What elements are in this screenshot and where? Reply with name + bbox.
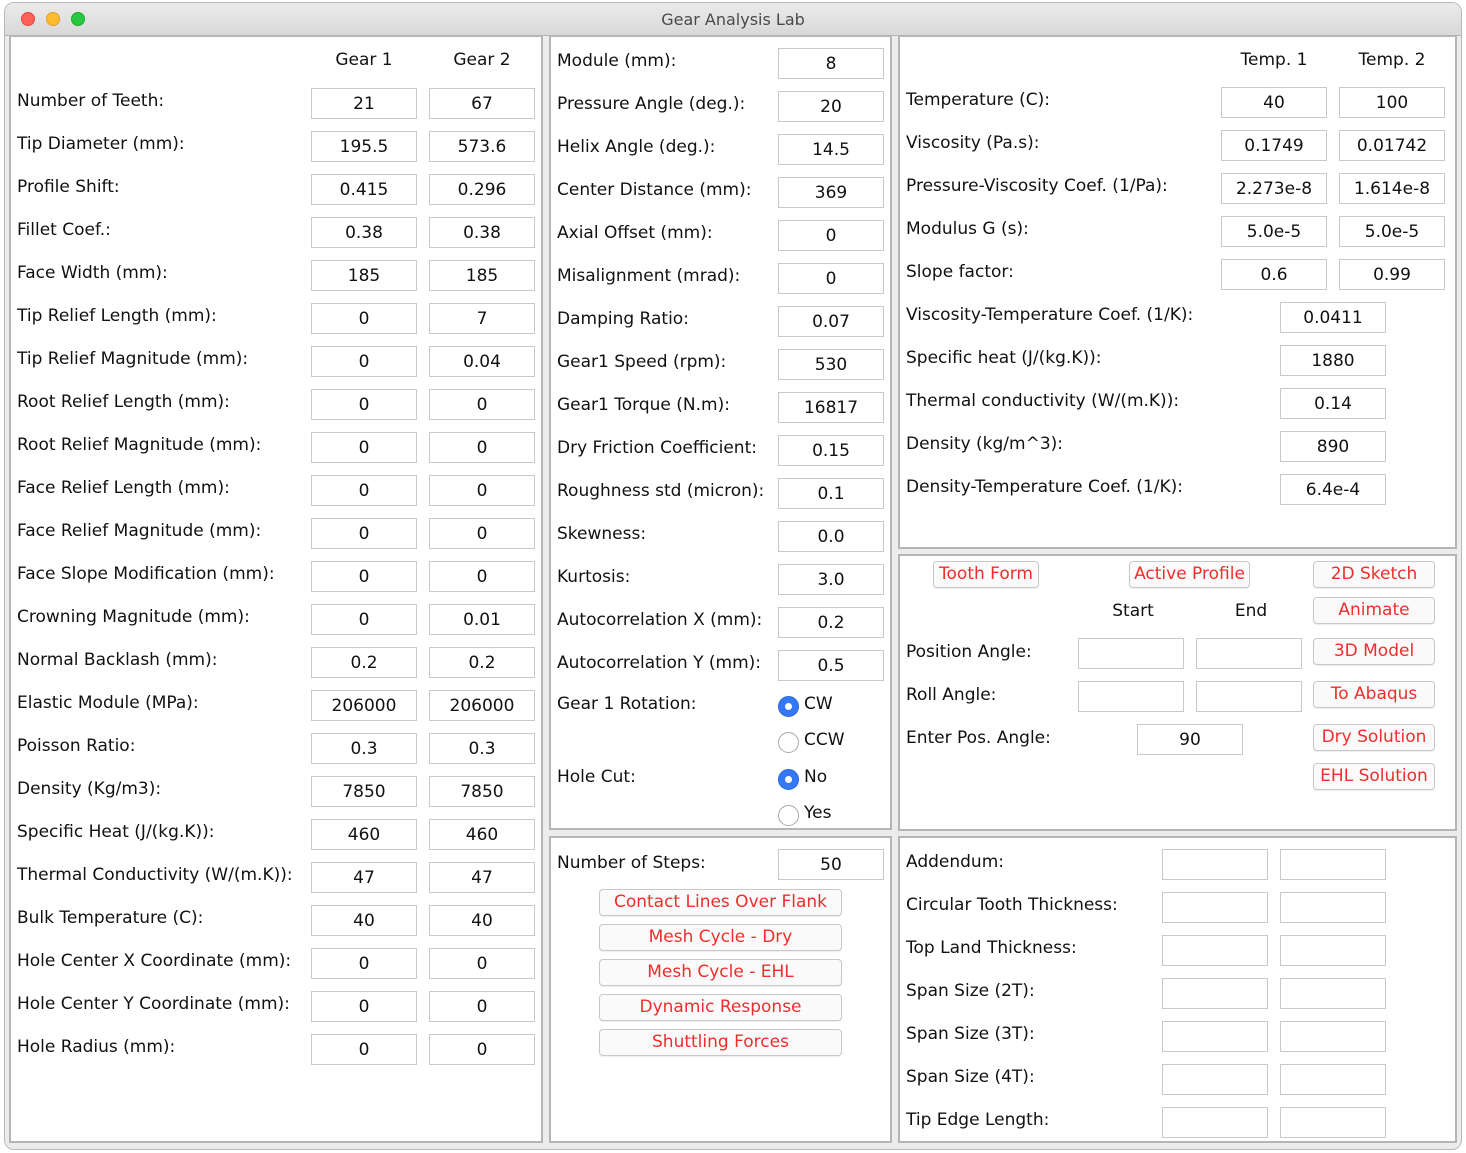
geometry-gear1-output [1162,978,1268,1009]
contact-lines-button[interactable]: Contact Lines Over Flank [599,889,842,916]
mesh-parameters-panel [549,35,892,830]
mesh-param-label: Roughness std (micron): [557,481,765,501]
temp2-param-input[interactable]: 0.01742 [1339,130,1445,161]
gear1-param-input[interactable]: 0 [311,389,417,420]
end-header: End [1234,601,1268,621]
gear-param-label: Face Slope Modification (mm): [17,564,275,584]
lube-param-input[interactable]: 6.4e-4 [1280,474,1386,505]
geometry-gear1-output [1162,935,1268,966]
gear2-param-input[interactable]: 0 [429,561,535,592]
mesh-param-input[interactable]: 0 [778,220,884,251]
geometry-gear2-output [1280,978,1386,1009]
lube-param-label: Thermal conductivity (W/(m.K)): [906,391,1180,411]
lube-param-label: Temperature (C): [906,90,1050,110]
lube-param-label: Density (kg/m^3): [906,434,1064,454]
geometry-result-label: Span Size (2T): [906,981,1035,1001]
gear1-param-input[interactable]: 0 [311,948,417,979]
lube-param-label: Pressure-Viscosity Coef. (1/Pa): [906,176,1168,196]
gear-param-label: Tip Diameter (mm): [17,134,185,154]
gear2-param-input[interactable]: 0.38 [429,217,535,248]
gear-param-label: Hole Center X Coordinate (mm): [17,951,292,971]
mesh-param-label: Gear1 Speed (rpm): [557,352,727,372]
geometry-gear1-output [1162,892,1268,923]
temp2-header: Temp. 2 [1358,50,1426,70]
window-title: Gear Analysis Lab [661,10,805,29]
temp1-param-input[interactable]: 0.1749 [1221,130,1327,161]
rotation-cw-label: CW [804,694,833,714]
mesh-param-label: Misalignment (mrad): [557,266,741,286]
gear2-param-input[interactable]: 0 [429,1034,535,1065]
mesh-param-input[interactable]: 0 [778,263,884,294]
temp1-param-input[interactable]: 2.273e-8 [1221,173,1327,204]
mesh-param-label: Kurtosis: [557,567,631,587]
hole-cut-yes-radio[interactable] [778,805,799,826]
gear1-param-input[interactable]: 0.2 [311,647,417,678]
app-window [4,2,1462,1150]
rotation-ccw-radio[interactable] [778,732,799,753]
position-angle-label: Position Angle: [906,642,1032,662]
gear-param-label: Face Width (mm): [17,263,168,283]
mesh-param-label: Gear1 Torque (N.m): [557,395,730,415]
gear1-param-input[interactable]: 0 [311,432,417,463]
gear1-param-input[interactable]: 7850 [311,776,417,807]
gear2-param-input[interactable]: 7 [429,303,535,334]
sketch-2d-button[interactable]: 2D Sketch [1313,561,1435,588]
dynamic-response-button[interactable]: Dynamic Response [599,994,842,1021]
mesh-param-label: Autocorrelation X (mm): [557,610,763,630]
position-angle-end-field [1196,638,1302,669]
mesh-param-label: Axial Offset (mm): [557,223,713,243]
mesh-param-label: Dry Friction Coefficient: [557,438,757,458]
gear-param-label: Face Relief Magnitude (mm): [17,521,262,541]
gear-param-label: Number of Teeth: [17,91,165,111]
lube-param-input[interactable]: 890 [1280,431,1386,462]
gear-param-label: Face Relief Length (mm): [17,478,230,498]
geometry-gear2-output [1280,849,1386,880]
gear2-param-input[interactable]: 185 [429,260,535,291]
gear1-param-input[interactable]: 0.3 [311,733,417,764]
mesh-param-input[interactable]: 530 [778,349,884,380]
geometry-result-label: Span Size (4T): [906,1067,1035,1087]
lube-param-label: Viscosity (Pa.s): [906,133,1040,153]
gear2-header: Gear 2 [453,50,511,70]
steps-input[interactable]: 50 [778,849,884,880]
mesh-param-label: Damping Ratio: [557,309,689,329]
rotation-label: Gear 1 Rotation: [557,694,697,714]
roll-angle-label: Roll Angle: [906,685,997,705]
gear1-param-input[interactable]: 0 [311,303,417,334]
gear-param-label: Poisson Ratio: [17,736,136,756]
active-profile-button[interactable]: Active Profile [1129,561,1250,588]
gear-param-label: Density (Kg/m3): [17,779,162,799]
ehl-solution-button[interactable]: EHL Solution [1313,763,1435,790]
gear2-param-input[interactable]: 0.04 [429,346,535,377]
mesh-param-input[interactable]: 3.0 [778,564,884,595]
lube-param-label: Viscosity-Temperature Coef. (1/K): [906,305,1194,325]
gear2-param-input[interactable]: 67 [429,88,535,119]
temp1-param-input[interactable]: 5.0e-5 [1221,216,1327,247]
gear1-param-input[interactable]: 0.38 [311,217,417,248]
gear2-param-input[interactable]: 0.296 [429,174,535,205]
analysis-panel [549,836,892,1143]
lube-param-label: Modulus G (s): [906,219,1029,239]
position-angle-start-field [1078,638,1184,669]
gear-param-label: Thermal Conductivity (W/(m.K)): [17,865,293,885]
gear1-param-input[interactable]: 0 [311,475,417,506]
gear2-param-input[interactable]: 0.3 [429,733,535,764]
temp2-param-input[interactable]: 5.0e-5 [1339,216,1445,247]
geometry-gear1-output [1162,1021,1268,1052]
mesh-param-label: Skewness: [557,524,647,544]
geometry-results-panel [898,836,1457,1143]
gear-param-label: Elastic Module (MPa): [17,693,199,713]
mesh-param-label: Autocorrelation Y (mm): [557,653,761,673]
lube-param-label: Density-Temperature Coef. (1/K): [906,477,1183,497]
gear-param-label: Specific Heat (J/(kg.K)): [17,822,215,842]
hole-cut-label: Hole Cut: [557,767,636,787]
gear2-param-input[interactable]: 0 [429,948,535,979]
gear1-param-input[interactable]: 195.5 [311,131,417,162]
gear2-param-input[interactable]: 0 [429,991,535,1022]
gear-param-label: Fillet Coef.: [17,220,111,240]
geometry-result-label: Span Size (3T): [906,1024,1035,1044]
lube-param-label: Specific heat (J/(kg.K)): [906,348,1102,368]
gear1-param-input[interactable]: 0 [311,604,417,635]
start-header: Start [1112,601,1154,621]
mesh-param-label: Pressure Angle (deg.): [557,94,746,114]
gear1-param-input[interactable]: 460 [311,819,417,850]
temp2-param-input[interactable]: 0.99 [1339,259,1445,290]
gear2-param-input[interactable]: 573.6 [429,131,535,162]
enter-pos-angle-input[interactable]: 90 [1137,724,1243,755]
gear2-param-input[interactable]: 0 [429,389,535,420]
animate-button[interactable]: Animate [1313,597,1435,624]
roll-angle-start-field [1078,681,1184,712]
gear2-param-input[interactable]: 0.2 [429,647,535,678]
gear1-param-input[interactable]: 0 [311,1034,417,1065]
gear2-param-input[interactable]: 7850 [429,776,535,807]
geometry-gear2-output [1280,892,1386,923]
temp1-header: Temp. 1 [1240,50,1308,70]
temp1-param-input[interactable]: 40 [1221,87,1327,118]
roll-angle-end-field [1196,681,1302,712]
gear1-param-input[interactable]: 0.415 [311,174,417,205]
gear1-param-input[interactable]: 0 [311,518,417,549]
title-bar [5,3,1461,36]
mesh-param-input[interactable]: 0.0 [778,521,884,552]
geometry-gear2-output [1280,935,1386,966]
mesh-param-input[interactable]: 0.07 [778,306,884,337]
mesh-param-input[interactable]: 0.1 [778,478,884,509]
gear1-param-input[interactable]: 40 [311,905,417,936]
gear1-param-input[interactable]: 21 [311,88,417,119]
gear-param-label: Hole Center Y Coordinate (mm): [17,994,290,1014]
mesh-param-input[interactable]: 0.2 [778,607,884,638]
mesh-cycle-dry-button[interactable]: Mesh Cycle - Dry [599,924,842,951]
lube-param-label: Slope factor: [906,262,1014,282]
mesh-param-label: Helix Angle (deg.): [557,137,716,157]
mesh-param-input[interactable]: 20 [778,91,884,122]
gear2-param-input[interactable]: 460 [429,819,535,850]
gear-param-label: Crowning Magnitude (mm): [17,607,250,627]
gear1-param-input[interactable]: 0 [311,561,417,592]
mesh-param-input[interactable]: 8 [778,48,884,79]
hole-cut-yes-label: Yes [804,803,832,823]
hole-cut-no-label: No [804,767,828,787]
lube-param-input[interactable]: 0.14 [1280,388,1386,419]
gear-param-label: Hole Radius (mm): [17,1037,176,1057]
gear1-param-input[interactable]: 206000 [311,690,417,721]
geometry-gear1-output [1162,1064,1268,1095]
mesh-param-input[interactable]: 16817 [778,392,884,423]
gear-param-label: Tip Relief Length (mm): [17,306,217,326]
tooth-form-button[interactable]: Tooth Form [933,561,1039,588]
model-3d-button[interactable]: 3D Model [1313,638,1435,665]
gear2-param-input[interactable]: 0 [429,518,535,549]
gear-param-label: Tip Relief Magnitude (mm): [17,349,249,369]
gear2-param-input[interactable]: 0 [429,475,535,506]
gear1-param-input[interactable]: 47 [311,862,417,893]
lube-param-input[interactable]: 0.0411 [1280,302,1386,333]
temp2-param-input[interactable]: 1.614e-8 [1339,173,1445,204]
steps-label: Number of Steps: [557,853,706,873]
gear-param-label: Profile Shift: [17,177,120,197]
geometry-result-label: Tip Edge Length: [906,1110,1050,1130]
geometry-gear1-output [1162,1107,1268,1138]
gear1-header: Gear 1 [335,50,393,70]
mesh-param-label: Module (mm): [557,51,677,71]
hole-cut-no-radio[interactable] [778,769,799,790]
geometry-result-label: Addendum: [906,852,1004,872]
geometry-gear1-output [1162,849,1268,880]
gear-param-label: Root Relief Magnitude (mm): [17,435,262,455]
lubricant-properties-panel [898,35,1457,549]
geometry-gear2-output [1280,1064,1386,1095]
lube-param-input[interactable]: 1880 [1280,345,1386,376]
mesh-param-input[interactable]: 0.5 [778,650,884,681]
mesh-cycle-ehl-button[interactable]: Mesh Cycle - EHL [599,959,842,986]
dry-solution-button[interactable]: Dry Solution [1313,724,1435,751]
gear-param-label: Bulk Temperature (C): [17,908,204,928]
geometry-gear2-output [1280,1107,1386,1138]
gear2-param-input[interactable]: 206000 [429,690,535,721]
mesh-param-input[interactable]: 0.15 [778,435,884,466]
gear2-param-input[interactable]: 0 [429,432,535,463]
gear1-param-input[interactable]: 185 [311,260,417,291]
geometry-result-label: Top Land Thickness: [906,938,1077,958]
rotation-cw-radio[interactable] [778,696,799,717]
gear2-param-input[interactable]: 40 [429,905,535,936]
gear-parameters-panel [9,35,543,1143]
to-abaqus-button[interactable]: To Abaqus [1313,681,1435,708]
gear-param-label: Normal Backlash (mm): [17,650,218,670]
mesh-param-input[interactable]: 369 [778,177,884,208]
profile-actions-panel [898,554,1457,831]
gear-param-label: Root Relief Length (mm): [17,392,230,412]
geometry-result-label: Circular Tooth Thickness: [906,895,1118,915]
gear2-param-input[interactable]: 0.01 [429,604,535,635]
rotation-ccw-label: CCW [804,730,845,750]
temp1-param-input[interactable]: 0.6 [1221,259,1327,290]
gear2-param-input[interactable]: 47 [429,862,535,893]
enter-pos-angle-label: Enter Pos. Angle: [906,728,1051,748]
mesh-param-label: Center Distance (mm): [557,180,752,200]
mesh-param-input[interactable]: 14.5 [778,134,884,165]
gear1-param-input[interactable]: 0 [311,346,417,377]
shuttling-forces-button[interactable]: Shuttling Forces [599,1029,842,1056]
geometry-gear2-output [1280,1021,1386,1052]
gear1-param-input[interactable]: 0 [311,991,417,1022]
temp2-param-input[interactable]: 100 [1339,87,1445,118]
